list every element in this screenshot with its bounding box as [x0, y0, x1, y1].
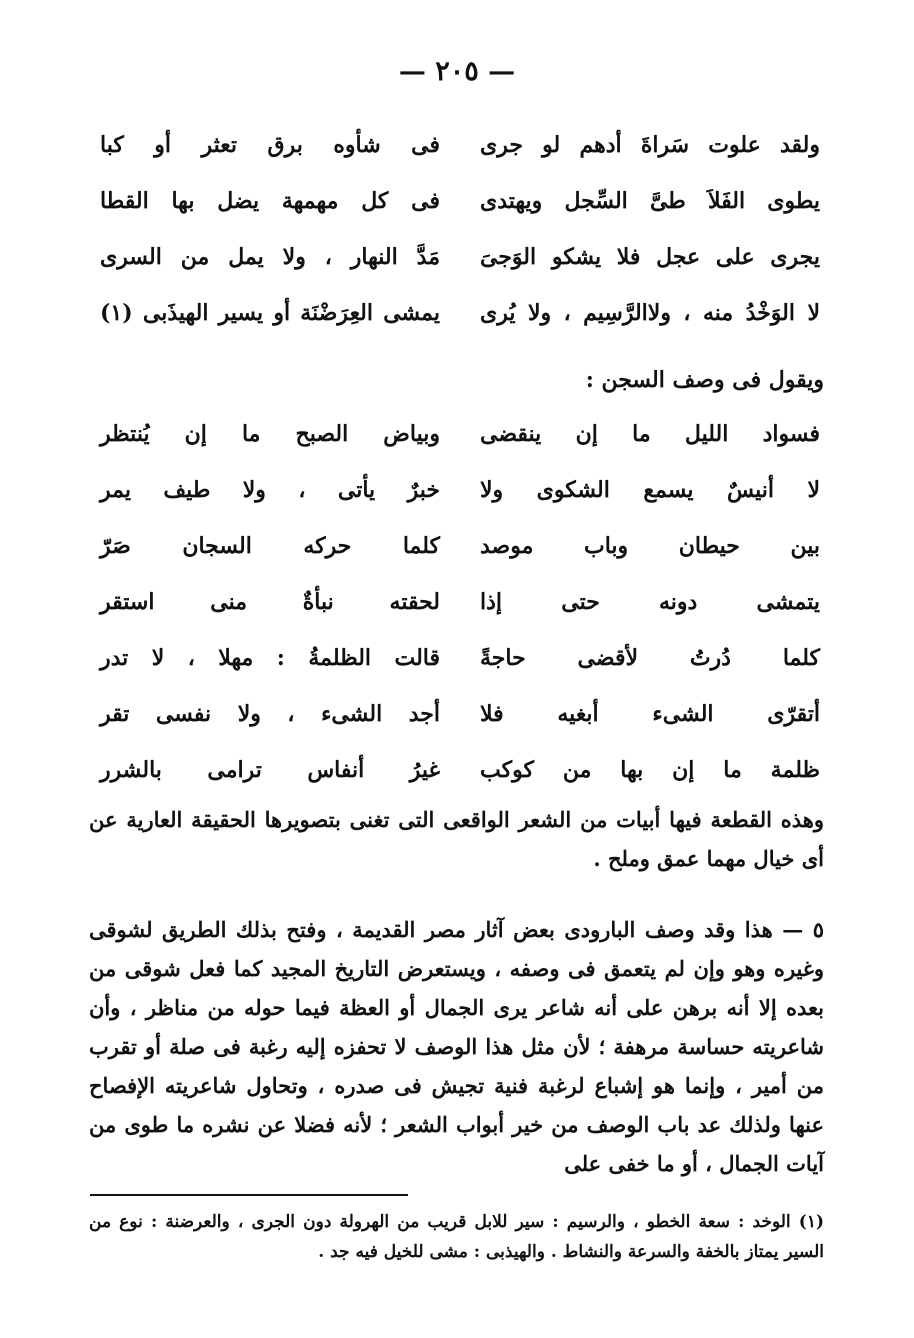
- verse: [90, 406, 830, 462]
- first-hemistich: لا أنيسٌ يسمع الشكوى ولا: [480, 477, 820, 503]
- verse: [90, 285, 830, 341]
- page-number: — ٢٠٥ —: [398, 56, 516, 87]
- commentary: [89, 800, 824, 878]
- commentary-paragraph: وهذه القطعة فيها أبيات من الشعر الواقعى التى تغنى بتصويرها الحقيقة العارية عن أى خيال مهما عمق وملح .: [89, 807, 824, 871]
- second-hemistich: خبرٌ يأتى ، ولا طيف يمر: [100, 477, 440, 503]
- footnotes: [89, 1207, 824, 1267]
- verse: [90, 173, 830, 229]
- poem-prison: [90, 406, 830, 798]
- verse: [90, 574, 830, 630]
- verse: [90, 462, 830, 518]
- second-hemistich: غيرُ أنفاس ترامى بالشرر: [100, 757, 440, 783]
- second-hemistich: فى كل مهمهة يضل بها القطا: [100, 188, 440, 214]
- first-hemistich: يطوى الفَلاَ طىَّ السِّجل ويهتدى: [480, 188, 820, 214]
- second-hemistich: فى شأوه برق تعثر أو كبا: [100, 132, 440, 158]
- second-hemistich: وبياض الصبح ما إن يُنتظر: [100, 421, 440, 447]
- first-hemistich: أتقرّى الشىء أبغيه فلا: [480, 701, 820, 727]
- second-hemistich: يمشى العِرَضْنَة أو يسير الهيذَبى (١): [100, 300, 440, 326]
- verse: [90, 518, 830, 574]
- verse: [90, 742, 830, 798]
- verse: [90, 686, 830, 742]
- footnote-divider: [90, 1194, 408, 1196]
- first-hemistich: كلما دُرتُ لأقضى حاجةً: [480, 645, 820, 671]
- second-hemistich: لحقته نبأةٌ منى استقر: [100, 589, 440, 615]
- first-hemistich: فسواد الليل ما إن ينقضى: [480, 421, 820, 447]
- first-hemistich: ولقد علوت سَراةَ أدهم لو جرى: [480, 132, 820, 158]
- first-hemistich: بين حيطان وباب موصد: [480, 533, 820, 559]
- second-hemistich: قالت الظلمةُ : مهلا ، لا تدر: [100, 645, 440, 671]
- second-hemistich: أجد الشىء ، ولا نفسى تقر: [100, 701, 440, 727]
- verse: [90, 630, 830, 686]
- first-hemistich: يتمشى دونه حتى إذا: [480, 589, 820, 615]
- first-hemistich: يجرى على عجل فلا يشكو الوَجىَ: [480, 244, 820, 270]
- second-hemistich: مَدَّ النهار ، ولا يمل من السرى: [100, 244, 440, 270]
- first-hemistich: لا الوَخْدُ منه ، ولاالرَّسِيم ، ولا يُرى: [480, 300, 820, 326]
- verse: [90, 229, 830, 285]
- footnote-1: (١) الوخد : سعة الخطو ، والرسيم : سير للابل قريب من الهرولة دون الجرى ، والعرضنة : نوع من السير يمتاز بالخفة والسرعة والنشاط . والهيذبى : مشى للخيل فيه جد .: [89, 1212, 824, 1262]
- first-hemistich: ظلمة ما إن بها من كوكب: [480, 757, 820, 783]
- section-5: [89, 910, 824, 1183]
- second-hemistich: كلما حركه السجان صَرّ: [100, 533, 440, 559]
- verse: [90, 117, 830, 173]
- poem-horse: [90, 117, 830, 341]
- section-5-paragraph: ٥ — هذا وقد وصف البارودى بعض آثار مصر القديمة ، وفتح بذلك الطريق لشوقى وغيره وهو وإن لم يتعمق فى وصفه ، ويستعرض التاريخ المجيد كما فعل شوقى من بعده إلا أنه برهن على أنه شاعر يرى الجمال أو العظة فيما حوله من مناظر ، وأن شاعريته حساسة مرهفة ؛ لأن مثل هذا الوصف لا تحفزه إليه رغبة فى صلة أو تقرب من أمير ، وإنما هو إشباع لرغبة فنية تجيش فى صدره ، وتحاول شاعريته الإفصاح عنها ولذلك عد باب الوصف من خير أبواب الشعر ؛ لأنه فضلا عن نشره ما طوى من آيات الجمال ، أو ما خفى على: [89, 917, 824, 1176]
- poem-intro: ويقول فى وصف السجن :: [585, 367, 824, 393]
